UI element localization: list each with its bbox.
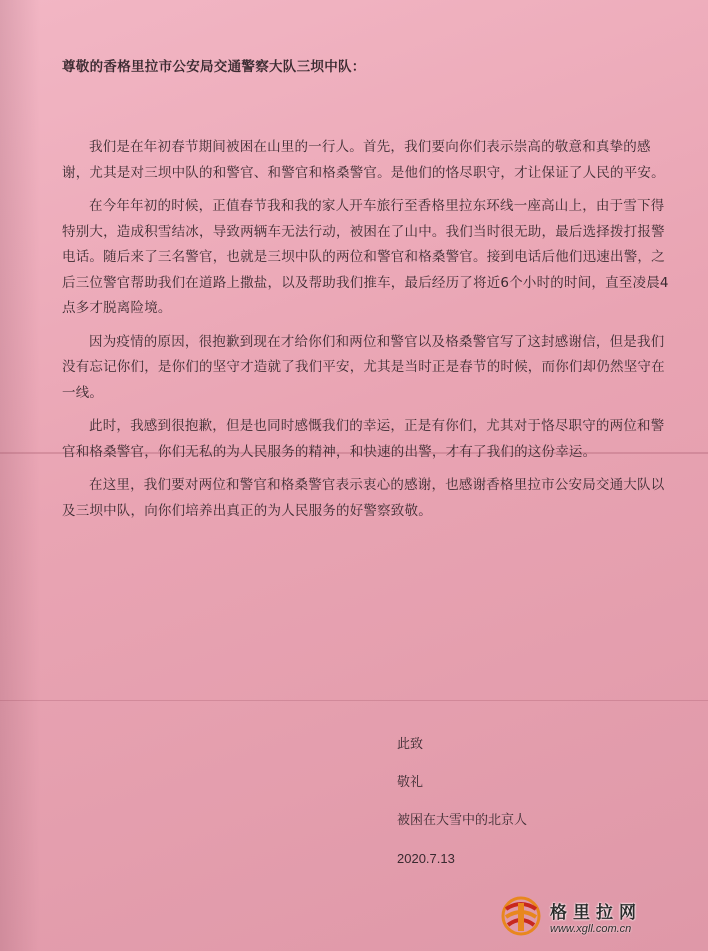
letter-body — [62, 55, 672, 532]
letter-paragraph: 在今年年初的时候，正值春节我和我的家人开车旅行至香格里拉东环线一座高山上，由于雪下得特别大，造成积雪结冰，导致两辆车无法行动，被困在了山中。我们当时很无助，最后选择拨打报警电话。随后来了三名警官，也就是三坝中队的两位和警官和格桑警官。接到电话后他们迅速出警，之后三位警官帮助我们在道路上撒盐，以及帮助我们推车，最后经历了将近6个小时的时间，直至凌晨4点多才脱离险境。 — [62, 198, 669, 316]
paper-fold-line — [0, 700, 708, 701]
site-watermark — [496, 893, 696, 939]
closing-line-1: 此致 — [397, 737, 424, 752]
letter-paragraph: 在这里，我们要对两位和警官和格桑警官表示衷心的感谢，也感谢香格里拉市公安局交通大队以及三坝中队，向你们培养出真正的为人民服务的好警察致敬。 — [62, 477, 665, 519]
letter-date: 2020.7.13 — [397, 851, 455, 866]
signature: 被困在大雪中的北京人 — [397, 813, 528, 828]
watermark-title: 格里拉网 — [550, 902, 642, 923]
site-logo-icon — [496, 895, 546, 937]
letter-paragraph: 我们是在年初春节期间被困在山里的一行人。首先，我们要向你们表示崇高的敬意和真挚的感谢，尤其是对三坝中队的和警官、和警官和格桑警官。是他们的恪尽职守，才让保证了人民的平安。 — [62, 139, 665, 181]
letter-closing — [397, 735, 527, 887]
watermark-url: www.xgll.com.cn — [550, 922, 632, 935]
letter-paragraph: 此时，我感到很抱歉，但是也同时感慨我们的幸运，正是有你们，尤其对于恪尽职守的两位和警官和格桑警官，你们无私的为人民服务的精神，和快速的出警，才有了我们的这份幸运。 — [62, 418, 665, 460]
letter-salutation: 尊敬的香格里拉市公安局交通警察大队三坝中队： — [62, 59, 366, 75]
closing-line-2: 敬礼 — [397, 775, 424, 790]
paper-shadow — [0, 0, 40, 951]
letter-paragraph: 因为疫情的原因，很抱歉到现在才给你们和两位和警官以及格桑警官写了这封感谢信，但是我们没有忘记你们，是你们的坚守才造就了我们平安，尤其是当时正是春节的时候，而你们却仍然坚守在一线。 — [62, 333, 665, 401]
